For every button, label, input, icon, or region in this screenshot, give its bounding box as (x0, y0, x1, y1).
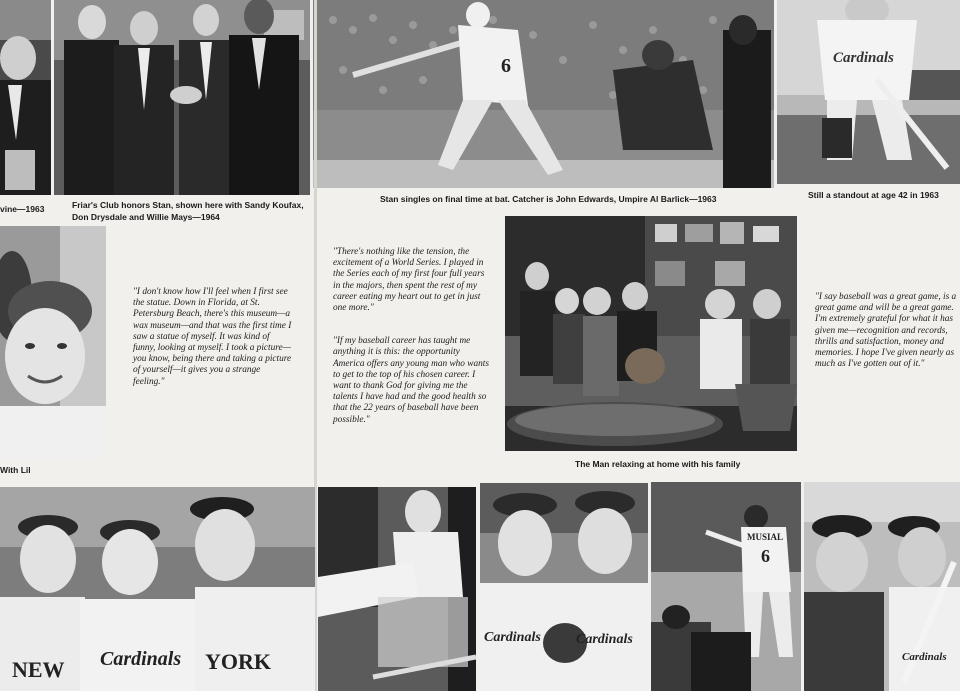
photo-musial-batting (651, 482, 801, 691)
caption-standout: Still a standout at age 42 in 1963 (808, 190, 939, 200)
caption-home-family: The Man relaxing at home with his family (575, 459, 741, 469)
quote-tension-text: "There's nothing like the tension, the excitement of a World Series. I played in the Series each of my first four full years in the majors, then spent the rest of my career eating my heart out to get in just one more." (333, 247, 485, 314)
photo-standout-age-42 (777, 0, 960, 184)
quote-career-text: "If my baseball career has taught me anything it is this: the opportunity America offers any young man who wants to get to the top of his chosen career. I want to thank God for giving me the talents I have had and the good health so that the 22 years of baseball have been possible." (333, 336, 489, 425)
photo-final-at-bat (313, 0, 774, 188)
photo-with-lil (0, 226, 106, 458)
caption-final-at-bat: Stan singles on final time at bat. Catcher is John Edwards, Umpire Al Barlick—1963 (380, 194, 717, 204)
quote-statue (133, 287, 293, 410)
photo-coach-and-stan (804, 482, 960, 691)
jersey-text-musial: MUSIAL (747, 532, 784, 542)
photo-friars-club (54, 0, 310, 195)
quote-great-game (815, 292, 960, 392)
jersey-text-cardinals-3: Cardinals (576, 632, 633, 647)
photo-left-fragment (0, 0, 51, 195)
caption-friars-club: Friar's Club honors Stan, shown here with Sandy Koufax, Don Drysdale and Willie Mays—1964 (72, 200, 304, 222)
photo-two-cardinals (480, 483, 648, 691)
photo-rocking-chair (318, 487, 476, 691)
jersey-text-york: YORK (205, 649, 271, 674)
jersey-text-number: 6 (761, 546, 770, 566)
jersey-text-cardinals-1: Cardinals (100, 648, 182, 670)
caption-with-lil: With Lil (0, 465, 31, 475)
jersey-text-new: NEW (12, 657, 65, 682)
quote-statue-text: "I don't know how I'll feel when I first see the statue. Down in Florida, at St. Petersburg Beach, there's this museum—a wax museum—and that was the first time I saw a statue of myself. It was kind of funny, looking at myself. I took a picture—you know, being there and taking a picture of yourself—it gives you a strange feeling." (133, 287, 292, 387)
quote-great-game-text: "I say baseball was a great game, is a great game and will be a great game. I'm extremely grateful for what it has given me—recognition and records, thrills and satisfaction, money and memories. I hope I've given nearly as much as I've gotten out of it." (815, 292, 957, 370)
caption-left-fragment: vine—1963 (0, 204, 45, 214)
jersey-text-cardinals-2: Cardinals (484, 630, 541, 645)
batter-number: 6 (501, 55, 511, 77)
quote-column-center (333, 247, 493, 448)
photo-yankees-cardinals (0, 487, 315, 691)
jersey-text-cardinals-4: Cardinals (902, 651, 947, 663)
jersey-text-cardinals-top: Cardinals (833, 50, 894, 66)
photo-home-family (505, 216, 797, 451)
